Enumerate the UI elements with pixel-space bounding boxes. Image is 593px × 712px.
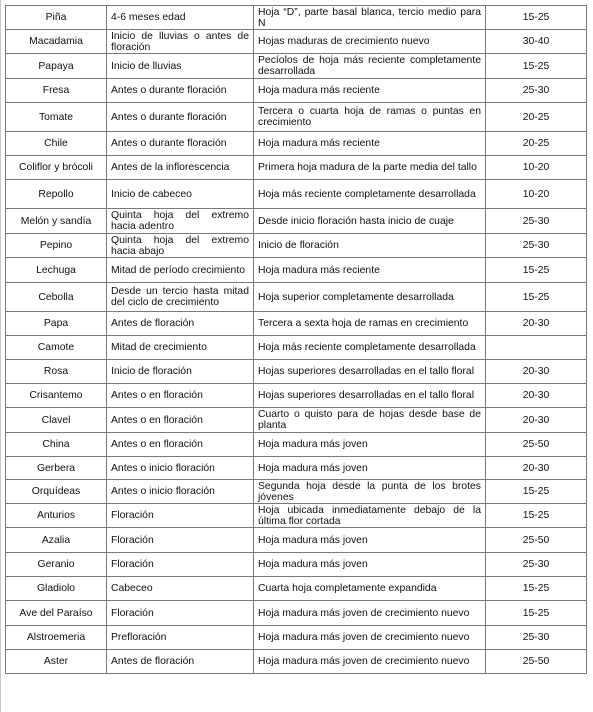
- part-cell: Tercera a sexta hoja de ramas en crecimiento: [254, 312, 486, 336]
- part-cell: Tercera o cuarta hoja de ramas o puntas en crecimiento: [254, 103, 486, 132]
- range-cell: 25-30: [486, 553, 587, 577]
- part-cell: Desde inicio floración hasta inicio de cuaje: [254, 209, 486, 234]
- crop-cell: Pepino: [6, 234, 107, 258]
- range-cell: 15-25: [486, 6, 587, 30]
- time-cell: Antes o inicio floración: [107, 457, 254, 480]
- range-cell: 15-25: [486, 601, 587, 626]
- table-row: [6, 132, 587, 156]
- table-row: [6, 650, 587, 674]
- crop-cell: Fresa: [6, 79, 107, 103]
- table-row: [6, 209, 587, 234]
- sampling-table: [5, 5, 587, 674]
- crop-cell: Repollo: [6, 180, 107, 209]
- time-cell: Floración: [107, 553, 254, 577]
- table-row: [6, 601, 587, 626]
- crop-cell: Coliflor y brócoli: [6, 156, 107, 180]
- time-cell: Antes o durante floración: [107, 79, 254, 103]
- time-cell: Inicio de floración: [107, 360, 254, 384]
- part-cell: Pecíolos de hoja más reciente completamente desarrollada: [254, 54, 486, 79]
- crop-cell: Papa: [6, 312, 107, 336]
- time-cell: Antes o durante floración: [107, 132, 254, 156]
- table-row: [6, 6, 587, 30]
- part-cell: Hoja madura más joven: [254, 433, 486, 457]
- time-cell: Prefloración: [107, 626, 254, 650]
- table-row: [6, 180, 587, 209]
- part-cell: Hojas superiores desarrolladas en el tallo floral: [254, 384, 486, 408]
- table-row: [6, 408, 587, 433]
- time-cell: Mitad de crecimiento: [107, 336, 254, 360]
- range-cell: [486, 336, 587, 360]
- range-cell: 30-40: [486, 30, 587, 54]
- range-cell: 10-20: [486, 156, 587, 180]
- time-cell: Quinta hoja del extremo hacia abajo: [107, 234, 254, 258]
- part-cell: Cuarto o quisto para de hojas desde base de planta: [254, 408, 486, 433]
- part-cell: Hoja superior completamente desarrollada: [254, 283, 486, 312]
- range-cell: 15-25: [486, 283, 587, 312]
- crop-cell: Clavel: [6, 408, 107, 433]
- time-cell: Inicio de lluvias o antes de floración: [107, 30, 254, 54]
- crop-cell: China: [6, 433, 107, 457]
- crop-cell: Anturios: [6, 504, 107, 528]
- crop-cell: Rosa: [6, 360, 107, 384]
- table-row: [6, 528, 587, 553]
- range-cell: 25-30: [486, 209, 587, 234]
- table-row: [6, 258, 587, 283]
- table-row: [6, 553, 587, 577]
- crop-cell: Macadamia: [6, 30, 107, 54]
- time-cell: Antes de floración: [107, 650, 254, 674]
- table-row: [6, 103, 587, 132]
- crop-cell: Camote: [6, 336, 107, 360]
- crop-cell: Gerbera: [6, 457, 107, 480]
- part-cell: Hojas maduras de crecimiento nuevo: [254, 30, 486, 54]
- table-row: [6, 480, 587, 504]
- time-cell: Quinta hoja del extremo hacia adentro: [107, 209, 254, 234]
- crop-cell: Piña: [6, 6, 107, 30]
- part-cell: Hoja madura más reciente: [254, 258, 486, 283]
- range-cell: 25-50: [486, 650, 587, 674]
- range-cell: 20-30: [486, 457, 587, 480]
- part-cell: Inicio de floración: [254, 234, 486, 258]
- part-cell: Hoja más reciente completamente desarrollada: [254, 180, 486, 209]
- part-cell: Hoja madura más reciente: [254, 79, 486, 103]
- table-row: [6, 384, 587, 408]
- part-cell: Hoja madura más joven de crecimiento nuevo: [254, 601, 486, 626]
- time-cell: Cabeceo: [107, 577, 254, 601]
- time-cell: Antes o en floración: [107, 384, 254, 408]
- range-cell: 20-25: [486, 103, 587, 132]
- range-cell: 20-30: [486, 360, 587, 384]
- time-cell: Floración: [107, 528, 254, 553]
- crop-cell: Papaya: [6, 54, 107, 79]
- time-cell: Antes o en floración: [107, 408, 254, 433]
- time-cell: Inicio de lluvias: [107, 54, 254, 79]
- range-cell: 15-25: [486, 54, 587, 79]
- part-cell: Segunda hoja desde la punta de los brotes jóvenes: [254, 480, 486, 504]
- crop-cell: Crisantemo: [6, 384, 107, 408]
- part-cell: Hoja más reciente completamente desarrollada: [254, 336, 486, 360]
- crop-cell: Chile: [6, 132, 107, 156]
- part-cell: Hoja madura más joven: [254, 457, 486, 480]
- table-row: [6, 283, 587, 312]
- range-cell: 15-25: [486, 258, 587, 283]
- crop-cell: Azalia: [6, 528, 107, 553]
- table-row: [6, 504, 587, 528]
- table-row: [6, 312, 587, 336]
- range-cell: 15-25: [486, 504, 587, 528]
- crop-cell: Tomate: [6, 103, 107, 132]
- time-cell: Inicio de cabeceo: [107, 180, 254, 209]
- time-cell: Floración: [107, 601, 254, 626]
- sampling-table-container: [5, 5, 587, 674]
- range-cell: 25-30: [486, 79, 587, 103]
- range-cell: 15-25: [486, 577, 587, 601]
- range-cell: 25-30: [486, 626, 587, 650]
- page-edge: [0, 0, 2, 712]
- crop-cell: Cebolla: [6, 283, 107, 312]
- table-row: [6, 54, 587, 79]
- time-cell: Antes o en floración: [107, 433, 254, 457]
- range-cell: 20-30: [486, 312, 587, 336]
- range-cell: 25-30: [486, 234, 587, 258]
- crop-cell: Geranio: [6, 553, 107, 577]
- part-cell: Hoja madura más joven: [254, 553, 486, 577]
- crop-cell: Ave del Paraíso: [6, 601, 107, 626]
- part-cell: Hojas superiores desarrolladas en el tallo floral: [254, 360, 486, 384]
- part-cell: Hoja “D”, parte basal blanca, tercio medio para N: [254, 6, 486, 30]
- table-row: [6, 577, 587, 601]
- time-cell: Antes de la inflorescencia: [107, 156, 254, 180]
- crop-cell: Alstroemeria: [6, 626, 107, 650]
- range-cell: 15-25: [486, 480, 587, 504]
- time-cell: Mitad de período crecimiento: [107, 258, 254, 283]
- time-cell: Floración: [107, 504, 254, 528]
- table-row: [6, 156, 587, 180]
- table-row: [6, 79, 587, 103]
- time-cell: Antes o durante floración: [107, 103, 254, 132]
- time-cell: 4-6 meses edad: [107, 6, 254, 30]
- part-cell: Primera hoja madura de la parte media del tallo: [254, 156, 486, 180]
- range-cell: 25-50: [486, 433, 587, 457]
- range-cell: 20-30: [486, 408, 587, 433]
- table-row: [6, 457, 587, 480]
- crop-cell: Aster: [6, 650, 107, 674]
- range-cell: 20-30: [486, 384, 587, 408]
- range-cell: 25-50: [486, 528, 587, 553]
- table-row: [6, 30, 587, 54]
- part-cell: Hoja madura más joven: [254, 528, 486, 553]
- part-cell: Hoja madura más joven de crecimiento nuevo: [254, 626, 486, 650]
- time-cell: Desde un tercio hasta mitad del ciclo de crecimiento: [107, 283, 254, 312]
- range-cell: 20-25: [486, 132, 587, 156]
- table-row: [6, 433, 587, 457]
- time-cell: Antes de floración: [107, 312, 254, 336]
- crop-cell: Orquídeas: [6, 480, 107, 504]
- table-row: [6, 336, 587, 360]
- part-cell: Cuarta hoja completamente expandida: [254, 577, 486, 601]
- table-row: [6, 234, 587, 258]
- crop-cell: Gladiolo: [6, 577, 107, 601]
- time-cell: Antes o inicio floración: [107, 480, 254, 504]
- range-cell: 10-20: [486, 180, 587, 209]
- crop-cell: Lechuga: [6, 258, 107, 283]
- table-row: [6, 626, 587, 650]
- part-cell: Hoja ubicada inmediatamente debajo de la última flor cortada: [254, 504, 486, 528]
- part-cell: Hoja madura más joven de crecimiento nuevo: [254, 650, 486, 674]
- part-cell: Hoja madura más reciente: [254, 132, 486, 156]
- crop-cell: Melón y sandía: [6, 209, 107, 234]
- table-body: [6, 6, 587, 674]
- table-row: [6, 360, 587, 384]
